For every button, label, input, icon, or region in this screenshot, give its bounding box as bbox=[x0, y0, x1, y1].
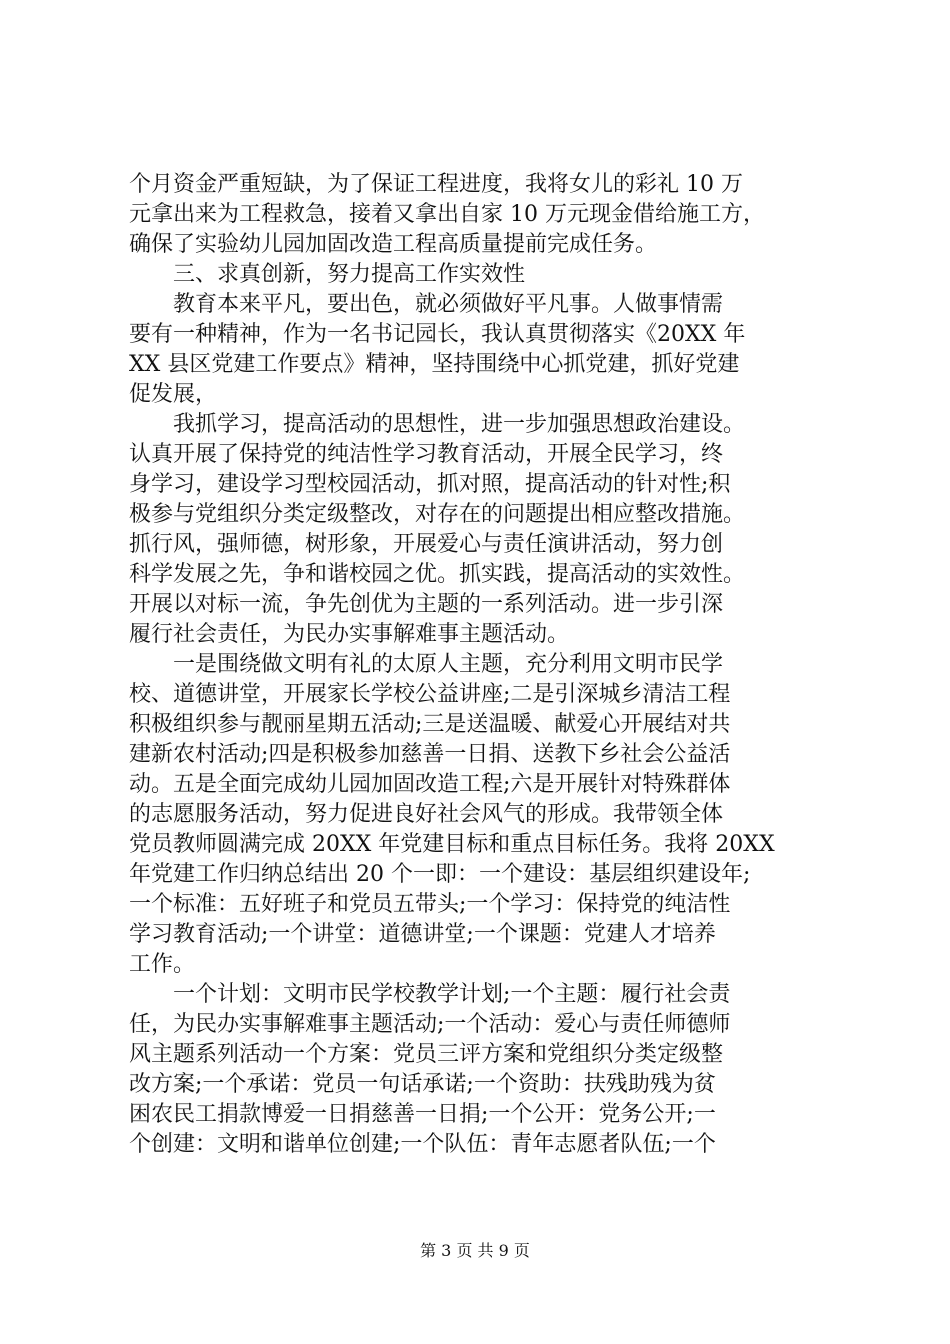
text-line: 校、道德讲堂，开展家长学校公益讲座;二是引深城乡清洁工程 bbox=[129, 682, 731, 707]
text-line: 年党建工作归纳总结出 20 个一即：一个建设：基层组织建设年; bbox=[129, 862, 751, 887]
text-line: 一个计划：文明市民学校教学计划;一个主题：履行社会责 bbox=[129, 982, 731, 1007]
text-line: 一是围绕做文明有礼的太原人主题，充分利用文明市民学 bbox=[129, 652, 724, 677]
text-line: 促发展， bbox=[129, 382, 218, 407]
text-line: 风主题系列活动一个方案：党员三评方案和党组织分类定级整 bbox=[129, 1042, 724, 1067]
text-line: 改方案;一个承诺：党员一句话承诺;一个资助：扶残助残为贫 bbox=[129, 1072, 716, 1097]
text-line: 抓行风，强师德，树形象，开展爱心与责任演讲活动，努力创 bbox=[129, 532, 724, 557]
text-line: 要有一种精神，作为一名书记园长，我认真贯彻落实《20XX 年 bbox=[129, 322, 746, 347]
text-line: 学习教育活动;一个讲堂：道德讲堂;一个课题：党建人才培养 bbox=[129, 922, 716, 947]
text-line: 建新农村活动;四是积极参加慈善一日捐、送教下乡社会公益活 bbox=[129, 742, 731, 767]
text-line: 科学发展之先，争和谐校园之优。抓实践，提高活动的实效性。 bbox=[129, 562, 746, 587]
text-line: XX 县区党建工作要点》精神，坚持围绕中心抓党建，抓好党建 bbox=[129, 352, 740, 377]
text-line: 开展以对标一流，争先创优为主题的一系列活动。进一步引深 bbox=[129, 592, 724, 617]
text-line: 的志愿服务活动，努力促进良好社会风气的形成。我带领全体 bbox=[129, 802, 724, 827]
text-line: 党员教师圆满完成 20XX 年党建目标和重点目标任务。我将 20XX bbox=[129, 832, 775, 857]
text-line: 身学习，建设学习型校园活动，抓对照，提高活动的针对性;积 bbox=[129, 472, 731, 497]
text-line: 个月资金严重短缺，为了保证工程进度，我将女儿的彩礼 10 万 bbox=[129, 172, 743, 197]
text-line: 三、求真创新，努力提高工作实效性 bbox=[129, 262, 526, 287]
text-line: 工作。 bbox=[129, 952, 196, 977]
page-footer: 第 3 页 共 9 页 bbox=[420, 1241, 530, 1260]
text-line: 履行社会责任，为民办实事解难事主题活动。 bbox=[129, 622, 570, 647]
text-line: 任，为民办实事解难事主题活动;一个活动：爱心与责任师德师 bbox=[129, 1012, 731, 1037]
text-line: 动。五是全面完成幼儿园加固改造工程;六是开展针对特殊群体 bbox=[129, 772, 731, 797]
text-line: 我抓学习，提高活动的思想性，进一步加强思想政治建设。 bbox=[129, 412, 746, 437]
text-line: 一个标准：五好班子和党员五带头;一个学习：保持党的纯洁性 bbox=[129, 892, 731, 917]
text-line: 元拿出来为工程救急，接着又拿出自家 10 万元现金借给施工方， bbox=[129, 202, 765, 227]
text-line: 个创建：文明和谐单位创建;一个队伍：青年志愿者队伍;一个 bbox=[129, 1132, 716, 1157]
body-text bbox=[129, 170, 829, 1160]
text-line: 教育本来平凡，要出色，就必须做好平凡事。人做事情需 bbox=[129, 292, 724, 317]
text-line: 认真开展了保持党的纯洁性学习教育活动，开展全民学习，终 bbox=[129, 442, 724, 467]
text-line: 积极组织参与靓丽星期五活动;三是送温暖、献爱心开展结对共 bbox=[129, 712, 731, 737]
text-line: 确保了实验幼儿园加固改造工程高质量提前完成任务。 bbox=[129, 232, 658, 257]
text-line: 困农民工捐款博爱一日捐慈善一日捐;一个公开：党务公开;一 bbox=[129, 1102, 716, 1127]
text-line: 极参与党组织分类定级整改，对存在的问题提出相应整改措施。 bbox=[129, 502, 746, 527]
